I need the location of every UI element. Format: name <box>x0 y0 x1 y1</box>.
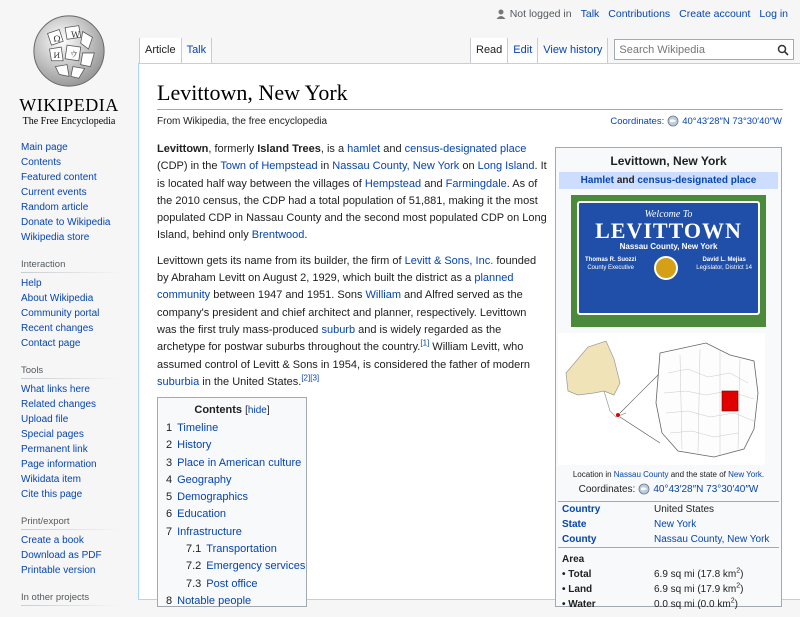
site-tagline: From Wikipedia, the free encyclopedia <box>157 116 328 127</box>
text: 6.9 sq mi (17.8 km <box>654 569 737 580</box>
toc-number: 6 <box>166 508 173 521</box>
contributions-link[interactable]: Contributions <box>608 8 671 20</box>
sidebar-item-printable-version[interactable]: Printable version <box>21 565 96 576</box>
not-logged-in-text: Not logged in <box>509 8 572 20</box>
user-icon <box>495 8 507 20</box>
svg-text:И: И <box>53 50 61 60</box>
globe-icon <box>30 12 108 90</box>
caption-link-nassau[interactable]: Nassau County <box>613 470 669 479</box>
table-row <box>558 532 779 548</box>
text: and the state of <box>668 470 729 479</box>
link-hamlet[interactable]: hamlet <box>347 143 381 155</box>
toc-link-infrastructure[interactable]: Infrastructure <box>177 525 242 538</box>
sidebar-item-special-pages[interactable]: Special pages <box>21 429 84 440</box>
tab-article[interactable]: Article <box>139 38 182 63</box>
text: Levittown gets its name from its builder, the firm of <box>157 254 405 267</box>
official-role: County Executive <box>587 265 635 271</box>
text: 6.9 sq mi (17.9 km <box>654 584 737 595</box>
sign-welcome: Welcome To <box>644 209 693 220</box>
sidebar <box>0 140 135 617</box>
search-icon[interactable] <box>777 44 789 56</box>
print-export-heading: Print/export <box>21 516 135 527</box>
sidebar-item-page-information[interactable]: Page information <box>21 459 97 470</box>
toc-item[interactable] <box>166 489 298 506</box>
sidebar-item-permanent-link[interactable]: Permanent link <box>21 444 88 455</box>
row-value-link[interactable]: Nassau County, New York <box>654 534 770 545</box>
wikipedia-logo[interactable] <box>14 8 124 128</box>
sidebar-item-upload-file[interactable]: Upload file <box>21 414 69 425</box>
svg-text:W: W <box>70 30 80 41</box>
welcome-sign-photo[interactable] <box>571 195 766 327</box>
toc-item[interactable] <box>166 541 298 558</box>
toc-item[interactable] <box>166 420 298 437</box>
infobox <box>555 147 782 610</box>
sidebar-item-wikidata-item[interactable]: Wikidata item <box>21 474 82 485</box>
toc-item[interactable] <box>166 455 302 472</box>
toc-link-notable-people[interactable]: Notable people <box>177 594 252 607</box>
toc-number: 2 <box>166 439 173 452</box>
text: between 1947 and 1951. Sons <box>210 289 366 302</box>
sidebar-other-projects <box>0 592 135 603</box>
sidebar-item-store[interactable]: Wikipedia store <box>21 232 90 243</box>
text: Location in <box>572 470 614 479</box>
logo-tagline: The Free Encyclopedia <box>22 116 116 127</box>
article-content <box>138 63 800 610</box>
text: ) <box>740 584 744 595</box>
table-row <box>558 567 779 582</box>
link-hempstead[interactable]: Hempstead <box>364 177 422 190</box>
sidebar-item-about[interactable]: About Wikipedia <box>21 293 94 304</box>
table-row <box>558 597 779 612</box>
link-brentwood[interactable]: Brentwood <box>251 229 305 242</box>
row-key: • Land <box>562 584 593 595</box>
namespace-tabs <box>139 38 212 63</box>
row-value <box>650 567 779 582</box>
article-body <box>157 141 547 399</box>
text: . As of the 2010 census, the CDP had a total population of 51,881, making it the most populated CDP in Nassau County and the second most populated CDP on Long Island, behind only <box>157 177 547 242</box>
coordinates-label[interactable]: Coordinates: <box>610 115 665 127</box>
sidebar-item-recent-changes[interactable]: Recent changes <box>21 323 94 334</box>
link-nassau-county[interactable]: Nassau County, New York <box>332 160 460 173</box>
sidebar-item-featured-content[interactable]: Featured content <box>21 172 97 183</box>
toc-number: 1 <box>166 422 173 434</box>
table-row <box>558 502 779 518</box>
reference-2[interactable]: [2] <box>301 373 311 383</box>
toc-number: 4 <box>166 473 173 486</box>
sidebar-item-contact[interactable]: Contact page <box>21 338 81 349</box>
toc-link-post-office[interactable]: Post office <box>206 577 258 590</box>
personal-tools <box>495 8 788 20</box>
text: , formerly <box>208 143 258 155</box>
link-farmingdale[interactable]: Farmingdale <box>445 177 507 190</box>
svg-text:Ω: Ω <box>53 34 61 45</box>
toc-item[interactable] <box>166 472 298 489</box>
sidebar-tools <box>0 365 135 502</box>
page-title: Levittown, New York <box>157 80 348 105</box>
globe-small-icon <box>667 115 679 127</box>
tab-view-history[interactable]: View history <box>538 38 608 63</box>
sidebar-item-download-pdf[interactable]: Download as PDF <box>21 550 102 561</box>
bold-name: Levittown <box>157 143 209 155</box>
sidebar-item-cite-page[interactable]: Cite this page <box>21 489 83 500</box>
sidebar-item-create-book[interactable]: Create a book <box>21 535 84 546</box>
link-suburbia[interactable]: suburbia <box>157 375 200 388</box>
text: ) <box>740 569 744 580</box>
toc-number: 7.2 <box>186 560 202 573</box>
text: and Alfred served as the company's president and chief architect and planner, respectively. Levittown was the first truly mass-produced <box>157 289 527 336</box>
coordinates-header <box>610 115 782 127</box>
sign-board <box>577 201 760 315</box>
coordinates-value[interactable]: 40°43′28″N 73°30′40″W <box>682 115 782 127</box>
link-planned-community[interactable]: planned community <box>157 272 514 302</box>
sign-town: LEVITTOWN <box>595 218 742 243</box>
toc-number: 7 <box>166 525 173 538</box>
sign-left-official <box>585 256 636 280</box>
toc-link-geography[interactable]: Geography <box>177 473 232 486</box>
text: founded by Abraham Levitt on August 2, 1929, which built the district as a <box>157 254 537 285</box>
bold-former-name: Island Trees <box>257 143 321 155</box>
text: and is widely regarded as the archetype for postwar suburbs throughout the country. <box>157 323 502 354</box>
create-account-link[interactable]: Create account <box>679 8 751 20</box>
infobox-link-cdp[interactable]: census-designated place <box>637 175 757 186</box>
sign-right-official <box>696 256 752 280</box>
table-row <box>558 517 779 532</box>
sidebar-item-related-changes[interactable]: Related changes <box>21 399 97 410</box>
text: on <box>459 160 478 173</box>
toc-link-demographics[interactable]: Demographics <box>177 491 249 504</box>
sign-county: Nassau County, New York <box>619 242 718 251</box>
toc-item[interactable] <box>166 506 298 523</box>
official-name: Thomas R. Suozzi <box>585 257 637 263</box>
search-input[interactable] <box>619 44 769 56</box>
toc-link-transportation[interactable]: Transportation <box>206 543 277 556</box>
table-of-contents <box>157 397 307 607</box>
infobox-coordinates <box>558 483 779 495</box>
link-levitt-and-sons[interactable]: Levitt & Sons, Inc. <box>404 254 494 267</box>
text: , is a <box>320 143 348 155</box>
text: . It is located half way between the villages of <box>157 160 547 190</box>
row-value <box>650 582 779 597</box>
link-cdp[interactable]: census-designated place <box>404 143 527 155</box>
toc-number: 7.3 <box>186 577 202 590</box>
reference-3[interactable]: [3] <box>310 373 320 383</box>
table-row <box>558 582 779 597</box>
official-role: Legislator, District 14 <box>696 265 752 271</box>
sign-officials <box>579 251 758 280</box>
row-key: • Water <box>562 599 596 610</box>
sidebar-item-community-portal[interactable]: Community portal <box>21 308 100 319</box>
link-william[interactable]: William <box>365 289 401 302</box>
infobox-data-table <box>558 501 779 612</box>
toc-header: Contents [hide] <box>194 404 270 416</box>
tab-edit[interactable]: Edit <box>508 38 538 63</box>
superscript: 2 <box>736 582 741 590</box>
intro-paragraph-2 <box>157 253 547 391</box>
anon-user <box>495 8 572 20</box>
sidebar-item-current-events[interactable]: Current events <box>21 187 87 198</box>
link-suburb[interactable]: suburb <box>321 323 356 336</box>
toc-item[interactable] <box>166 437 298 454</box>
toc-link-timeline[interactable]: Timeline <box>177 422 219 434</box>
infobox-subtitle <box>559 172 778 189</box>
toc-hide-link[interactable]: hide <box>247 405 267 416</box>
interaction-heading: Interaction <box>21 259 135 270</box>
row-value-link[interactable]: New York <box>654 519 697 530</box>
text: and <box>616 175 635 186</box>
text: and <box>380 143 405 155</box>
sidebar-item-what-links-here[interactable]: What links here <box>21 384 90 395</box>
toc-title: Contents <box>194 404 243 416</box>
toc-item[interactable] <box>166 558 306 575</box>
text: . <box>761 470 765 479</box>
toc-item[interactable] <box>166 524 298 541</box>
logo-wordmark: WIKIPEDIA <box>19 95 119 115</box>
location-map[interactable] <box>558 333 765 465</box>
infobox-title: Levittown, New York <box>610 154 727 168</box>
toc-number: 5 <box>166 491 173 504</box>
sidebar-item-donate[interactable]: Donate to Wikipedia <box>21 217 111 228</box>
sidebar-item-contents[interactable]: Contents <box>21 157 62 168</box>
superscript: 2 <box>736 567 741 575</box>
text: in the United States. <box>199 375 302 388</box>
text: and <box>421 177 446 190</box>
coordinates-label: Coordinates: <box>578 483 636 495</box>
sidebar-navigation <box>0 140 135 245</box>
row-key: • Total <box>562 569 592 580</box>
tools-heading: Tools <box>21 365 135 376</box>
toc-link-education[interactable]: Education <box>177 508 227 521</box>
text: ) <box>734 599 738 610</box>
sidebar-interaction <box>0 259 135 351</box>
personal-talk-link[interactable]: Talk <box>580 8 600 20</box>
text: . <box>304 229 308 242</box>
reference-1[interactable]: [1] <box>420 338 430 348</box>
svg-text:ウ: ウ <box>69 49 78 59</box>
title-divider <box>157 109 783 110</box>
area-heading: Area <box>558 548 779 568</box>
caption-link-new-york[interactable]: New York <box>728 470 762 479</box>
login-link[interactable]: Log in <box>759 8 788 20</box>
text: (CDP) in the <box>157 160 221 173</box>
text: William Levitt, who assumed control of Levitt & Sons in 1954, is considered the father of modern <box>157 341 530 371</box>
link-town-of-hempstead[interactable]: Town of Hempstead <box>220 160 318 173</box>
view-tabs <box>470 38 794 63</box>
toc-link-history[interactable]: History <box>177 439 212 452</box>
toc-link-emergency-services[interactable]: Emergency services <box>206 560 306 573</box>
toc-item[interactable] <box>166 593 298 610</box>
tab-read[interactable]: Read <box>470 38 508 63</box>
row-value: United States <box>650 502 779 518</box>
sidebar-print-export <box>0 516 135 578</box>
other-projects-heading: In other projects <box>21 592 135 603</box>
sidebar-item-main-page[interactable]: Main page <box>21 142 68 153</box>
row-value <box>650 597 779 612</box>
map-caption <box>558 470 779 479</box>
sidebar-item-help[interactable]: Help <box>21 278 42 289</box>
county-seal-icon <box>654 256 678 280</box>
coordinates-value[interactable]: 40°43′28″N 73°30′40″W <box>653 483 759 495</box>
search-box <box>614 39 794 60</box>
globe-small-icon <box>638 483 650 495</box>
toc-number: 7.1 <box>186 543 202 556</box>
table-row <box>558 548 779 568</box>
row-key[interactable]: County <box>562 534 597 545</box>
row-key[interactable]: Country <box>562 504 601 515</box>
row-key[interactable]: State <box>562 519 587 530</box>
official-name: David L. Mejias <box>702 257 746 263</box>
text: in <box>317 160 333 173</box>
superscript: 2 <box>730 597 735 605</box>
toc-link-culture[interactable]: Place in American culture <box>177 456 302 469</box>
toc-number: 3 <box>166 456 173 469</box>
infobox-link-hamlet[interactable]: Hamlet <box>580 175 615 186</box>
tab-talk[interactable]: Talk <box>182 38 213 63</box>
intro-paragraph-1 <box>157 141 547 245</box>
text: 0.0 sq mi (0.0 km <box>654 599 731 610</box>
sidebar-item-random-article[interactable]: Random article <box>21 202 89 213</box>
link-long-island[interactable]: Long Island <box>477 160 535 173</box>
toc-number: 8 <box>166 594 173 607</box>
toc-item[interactable] <box>166 576 298 593</box>
